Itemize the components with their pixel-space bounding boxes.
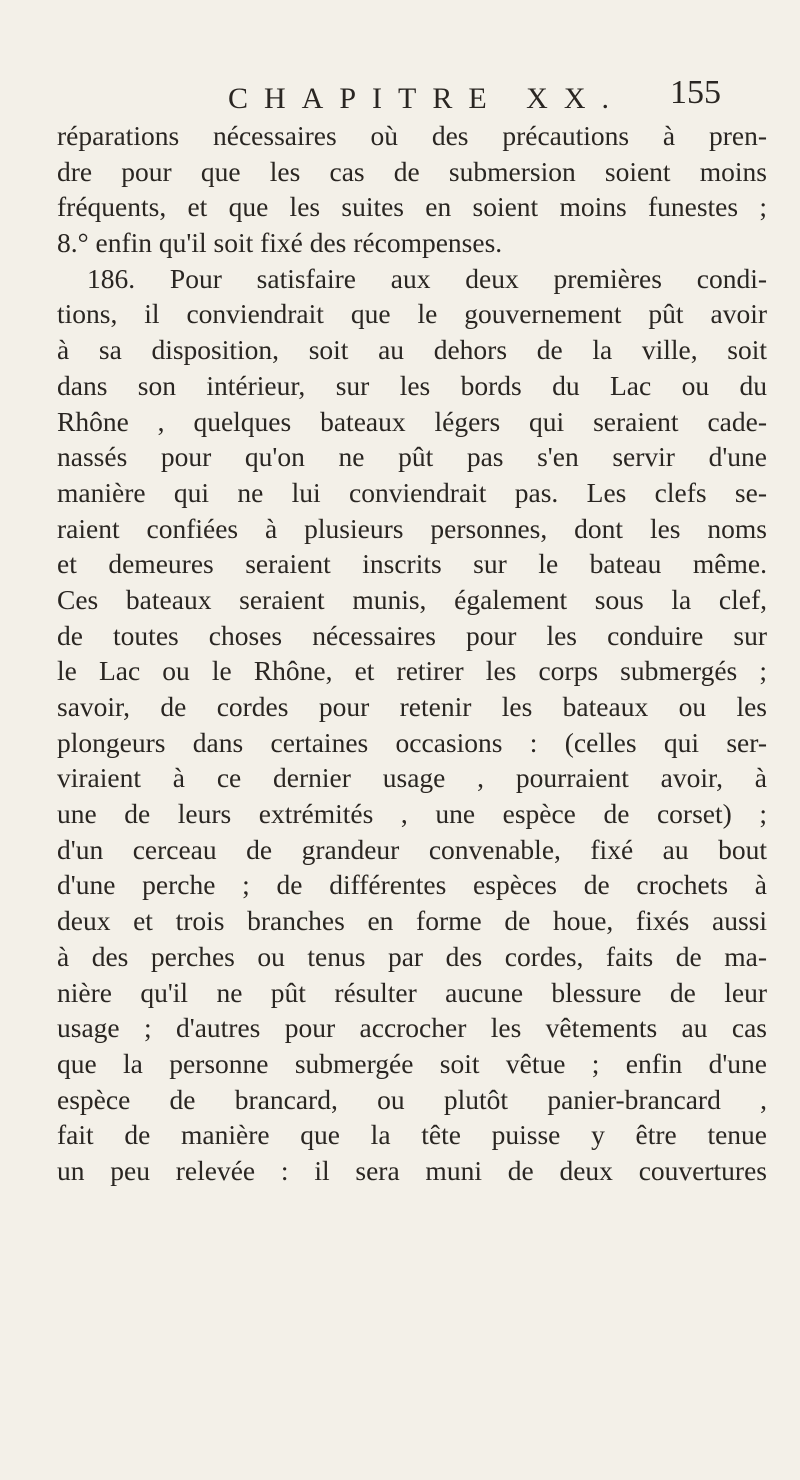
text-line: à sa disposition, soit au dehors de la ville, soit [57,334,767,366]
running-head [0,70,800,114]
text-line: viraient à ce dernier usage , pourraient avoir, à [57,762,767,794]
text-line: fait de manière que la tête puisse y être tenue [57,1119,767,1151]
text-line: nassés pour qu'on ne pût pas s'en servir d'une [57,441,767,473]
text-line: un peu relevée : il sera muni de deux couvertures [57,1154,767,1186]
text-line: deux et trois branches en forme de houe, fixés aussi [57,905,767,937]
text-line: que la personne submergée soit vêtue ; enfin d'une [57,1047,767,1079]
text-line: espèce de brancard, ou plutôt panier-brancard , [57,1083,767,1115]
text-line: d'un cerceau de grandeur convenable, fixé au bout [57,833,767,865]
text-line: dre pour que les cas de submersion soient moins [57,155,767,187]
text-line: Ces bateaux seraient munis, également sous la clef, [57,583,767,615]
text-line: raient confiées à plusieurs personnes, dont les noms [57,512,767,544]
text-line: 186. Pour satisfaire aux deux premières condi- [87,262,767,294]
text-line: manière qui ne lui conviendrait pas. Les clefs se- [57,476,767,508]
text-line: dans son intérieur, sur les bords du Lac ou du [57,369,767,401]
text-line: une de leurs extrémités , une espèce de corset) ; [57,798,767,830]
text-line: Rhône , quelques bateaux légers qui seraient cade- [57,405,767,437]
text-line: et demeures seraient inscrits sur le bateau même. [57,548,767,580]
body-text [57,118,767,1189]
text-line: savoir, de cordes pour retenir les bateaux ou les [57,691,767,722]
text-line: fréquents, et que les suites en soient moins funestes ; [57,191,767,223]
text-line: le Lac ou le Rhône, et retirer les corps submergés ; [57,655,767,687]
text-line: d'une perche ; de différentes espèces de crochets à [57,869,767,901]
text-line: usage ; d'autres pour accrocher les vêtements au cas [57,1012,767,1044]
text-line: de toutes choses nécessaires pour les conduire sur [57,619,767,651]
text-line: plongeurs dans certaines occasions : (celles qui ser- [57,726,767,758]
page-number: 155 [670,74,721,111]
text-line: à des perches ou tenus par des cordes, faits de ma- [57,940,767,972]
chapter-title: CHAPITRE XX. [228,82,626,115]
text-line: nière qu'il ne pût résulter aucune blessure de leur [57,976,767,1008]
text-line: tions, il conviendrait que le gouvernement pût avoir [57,298,767,330]
text-line: 8.° enfin qu'il soit fixé des récompenses. [57,227,503,259]
text-line: réparations nécessaires où des précautions à pren- [57,120,767,151]
